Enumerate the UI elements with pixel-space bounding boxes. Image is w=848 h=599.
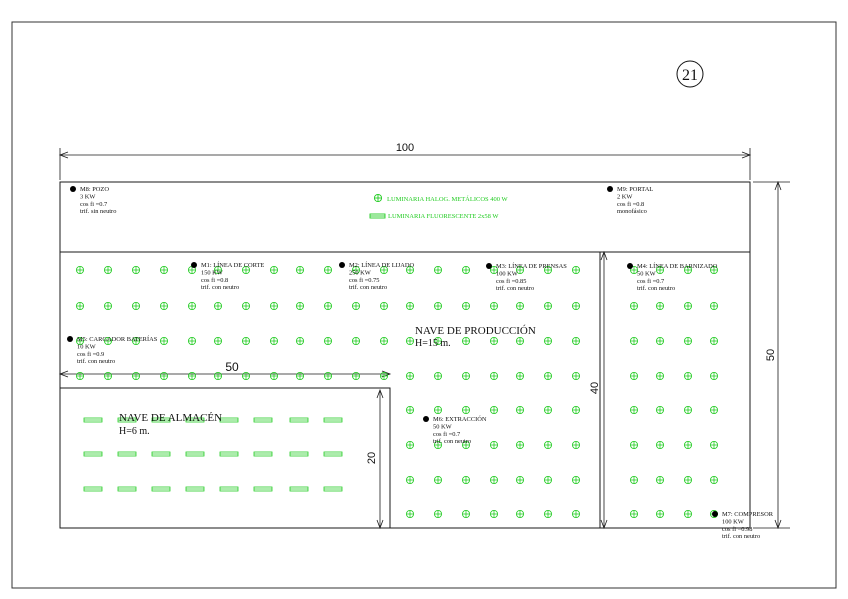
zone-produccion-height: H=15 m. xyxy=(415,338,451,349)
tube-lamp-icon xyxy=(324,487,342,491)
machine-dot-icon xyxy=(70,186,76,192)
dimension-labels xyxy=(225,142,777,464)
circle-plus-icon xyxy=(572,476,580,484)
circle-plus-icon xyxy=(242,337,250,345)
machine-type: trif. con neutro xyxy=(433,438,472,446)
circle-plus-icon xyxy=(490,302,498,310)
circle-plus-icon xyxy=(572,441,580,449)
circle-plus-icon xyxy=(76,302,84,310)
circle-plus-icon xyxy=(434,372,442,380)
circle-plus-icon xyxy=(352,302,360,310)
machine-type: trif. sin neutro xyxy=(80,208,117,216)
machine-type: monofásico xyxy=(617,208,647,216)
circle-plus-icon xyxy=(406,406,414,414)
circle-plus-icon xyxy=(710,441,718,449)
circle-plus-icon xyxy=(242,302,250,310)
sheet-number: 21 xyxy=(682,67,698,84)
machine-type: trif. con neutro xyxy=(349,284,388,292)
machine-name: M5: CARGADOR BATERÍAS xyxy=(77,336,158,343)
tube-lamp-icon xyxy=(186,452,204,456)
tube-lamp-icon xyxy=(118,487,136,491)
machine-dot-icon xyxy=(607,186,613,192)
circle-plus-icon xyxy=(296,266,304,274)
circle-plus-icon xyxy=(104,266,112,274)
circle-plus-icon xyxy=(160,337,168,345)
tube-lamp-icon xyxy=(254,452,272,456)
circle-plus-icon xyxy=(684,372,692,380)
machine-cos: cos fi =0.85 xyxy=(496,277,527,285)
machine-power: 100 KW xyxy=(496,270,518,278)
circle-plus-icon xyxy=(104,372,112,380)
dim-almacen-height: 20 xyxy=(366,451,378,465)
circle-plus-icon xyxy=(188,337,196,345)
machine-type: trif. con neutro xyxy=(77,358,116,366)
circle-plus-icon xyxy=(406,510,414,518)
circle-plus-icon xyxy=(296,372,304,380)
circle-plus-icon xyxy=(572,337,580,345)
machine-name: M9: PORTAL xyxy=(617,186,654,193)
machine-dot-icon xyxy=(423,416,429,422)
circle-plus-icon xyxy=(544,510,552,518)
circle-plus-icon xyxy=(630,441,638,449)
circle-plus-icon xyxy=(270,372,278,380)
tube-lamp-icon xyxy=(118,452,136,456)
circle-plus-icon xyxy=(462,510,470,518)
machine-cos: cos fi =0.7 xyxy=(433,430,461,438)
circle-plus-icon xyxy=(544,406,552,414)
dim-almacen-width: 50 xyxy=(225,360,239,374)
machine-label xyxy=(70,186,116,215)
circle-plus-icon xyxy=(684,302,692,310)
circle-plus-icon xyxy=(490,441,498,449)
circle-plus-icon xyxy=(516,337,524,345)
machine-type: trif. con neutro xyxy=(637,285,676,293)
circle-plus-icon xyxy=(434,406,442,414)
circle-plus-icon xyxy=(630,510,638,518)
tube-lamp-icon xyxy=(220,418,238,422)
tube-lamp-icon xyxy=(254,418,272,422)
circle-plus-icon xyxy=(656,441,664,449)
circle-plus-icon xyxy=(406,337,414,345)
tube-lamp-icon xyxy=(186,487,204,491)
machine-type: trif. con neutro xyxy=(722,533,761,541)
machine-cos: cos fi =0.9 xyxy=(77,350,105,358)
circle-plus-icon xyxy=(270,266,278,274)
circle-plus-icon xyxy=(684,441,692,449)
machine-name: M4: LÍNEA DE BARNIZADO xyxy=(637,263,718,270)
circle-plus-icon xyxy=(270,302,278,310)
circle-plus-icon xyxy=(406,476,414,484)
sheet-number-badge xyxy=(677,61,703,87)
machine-power: 100 KW xyxy=(722,518,744,526)
circle-plus-icon xyxy=(710,302,718,310)
circle-plus-icon xyxy=(630,476,638,484)
tube-lamp-icon xyxy=(84,418,102,422)
building-outline xyxy=(60,182,750,528)
circle-plus-icon xyxy=(544,302,552,310)
dim-total-height: 50 xyxy=(765,348,777,362)
circle-plus-icon xyxy=(656,337,664,345)
machine-cos: cos fi =0.8 xyxy=(201,276,229,284)
circle-plus-icon xyxy=(296,302,304,310)
circle-plus-icon xyxy=(462,302,470,310)
tube-lamp-icon xyxy=(220,487,238,491)
machine-label xyxy=(712,511,774,540)
circle-plus-icon xyxy=(324,266,332,274)
tube-lamp-icon xyxy=(152,452,170,456)
circle-plus-icon xyxy=(352,337,360,345)
machine-power: 50 KW xyxy=(637,270,656,278)
machine-dot-icon xyxy=(191,262,197,268)
circle-plus-icon xyxy=(516,372,524,380)
circle-plus-icon xyxy=(406,302,414,310)
machine-name: M1: LÍNEA DE CORTE xyxy=(201,262,265,269)
machine-cos: cos fi =0.7 xyxy=(637,277,665,285)
zone-produccion-name: NAVE DE PRODUCCIÓN xyxy=(415,325,536,337)
tube-lamp-icon xyxy=(324,418,342,422)
machine-name: M3: LÍNEA DE PRENSAS xyxy=(496,263,567,270)
machine-cos: cos fi =0.7 xyxy=(80,200,108,208)
dim-produccion-height: 40 xyxy=(589,381,601,395)
circle-plus-icon xyxy=(132,266,140,274)
machine-name: M7: COMPRESOR xyxy=(722,511,773,518)
circle-plus-icon xyxy=(710,372,718,380)
tube-lamp-icon xyxy=(290,487,308,491)
machine-dot-icon xyxy=(712,511,718,517)
circle-plus-icon xyxy=(656,372,664,380)
circle-plus-icon xyxy=(352,372,360,380)
circle-plus-icon xyxy=(710,476,718,484)
circle-plus-icon xyxy=(242,372,250,380)
circle-plus-icon xyxy=(380,337,388,345)
machine-type: trif. con neutro xyxy=(496,285,535,293)
circle-plus-icon xyxy=(684,337,692,345)
circle-plus-icon xyxy=(462,266,470,274)
circle-plus-icon xyxy=(76,266,84,274)
circle-plus-icon xyxy=(572,266,580,274)
circle-plus-icon xyxy=(572,372,580,380)
circle-plus-icon xyxy=(572,510,580,518)
legend xyxy=(370,194,509,220)
tube-lamp-icon xyxy=(220,452,238,456)
circle-plus-icon xyxy=(544,476,552,484)
circle-plus-icon xyxy=(490,372,498,380)
machine-name: M8: POZO xyxy=(80,186,109,193)
circle-plus-icon xyxy=(214,337,222,345)
halogen-lamp-grid xyxy=(76,266,718,518)
circle-plus-icon xyxy=(630,372,638,380)
machine-power: 3 KW xyxy=(80,193,96,201)
circle-plus-icon xyxy=(324,372,332,380)
circle-plus-icon xyxy=(544,372,552,380)
circle-plus-icon xyxy=(188,372,196,380)
machine-dot-icon xyxy=(339,262,345,268)
circle-plus-icon xyxy=(104,302,112,310)
machine-list xyxy=(67,186,774,540)
machine-label xyxy=(339,261,415,291)
tube-lamp-icon xyxy=(290,418,308,422)
circle-plus-icon xyxy=(630,337,638,345)
circle-plus-icon xyxy=(516,441,524,449)
tube-lamp-icon xyxy=(84,452,102,456)
circle-plus-icon xyxy=(462,406,470,414)
circle-plus-icon xyxy=(188,302,196,310)
circle-plus-icon xyxy=(516,302,524,310)
machine-cos: cos fi =0.98 xyxy=(722,525,753,533)
circle-plus-icon xyxy=(544,441,552,449)
zone-almacen-height: H=6 m. xyxy=(119,426,150,437)
circle-plus-icon xyxy=(630,406,638,414)
circle-plus-icon xyxy=(572,302,580,310)
circle-plus-icon xyxy=(324,302,332,310)
legend-fluorescent-label: LUMINARIA FLUORESCENTE 2x58 W xyxy=(388,213,499,220)
circle-plus-icon xyxy=(132,302,140,310)
circle-plus-icon xyxy=(516,406,524,414)
tube-lamp-icon xyxy=(84,487,102,491)
machine-dot-icon xyxy=(486,263,492,269)
circle-plus-icon xyxy=(656,406,664,414)
tube-lamp-icon xyxy=(290,452,308,456)
tube-lamp-icon xyxy=(370,214,385,218)
circle-plus-icon xyxy=(270,337,278,345)
circle-plus-icon xyxy=(516,510,524,518)
circle-plus-icon xyxy=(380,302,388,310)
circle-plus-icon xyxy=(710,337,718,345)
circle-plus-icon xyxy=(684,510,692,518)
machine-dot-icon xyxy=(627,263,633,269)
circle-plus-icon xyxy=(462,337,470,345)
circle-plus-icon xyxy=(76,372,84,380)
circle-plus-icon xyxy=(434,302,442,310)
circle-plus-icon xyxy=(296,337,304,345)
circle-plus-icon xyxy=(572,406,580,414)
circle-plus-icon xyxy=(324,337,332,345)
legend-halogen-label: LUMINARIA HALOG. METÁLICOS 400 W xyxy=(387,196,508,203)
machine-label xyxy=(67,335,158,365)
tube-lamp-icon xyxy=(324,452,342,456)
dim-total-width: 100 xyxy=(395,142,415,154)
machine-dot-icon xyxy=(67,336,73,342)
machine-label xyxy=(607,186,653,215)
circle-plus-icon xyxy=(490,510,498,518)
circle-plus-icon xyxy=(434,510,442,518)
machine-power: 150 KW xyxy=(201,269,223,277)
machine-cos: cos fi =0.8 xyxy=(617,200,645,208)
circle-plus-icon xyxy=(214,302,222,310)
machine-type: trif. con neutro xyxy=(201,284,240,292)
circle-plus-icon xyxy=(490,406,498,414)
circle-plus-icon xyxy=(160,302,168,310)
circle-plus-icon xyxy=(214,372,222,380)
circle-plus-icon xyxy=(434,266,442,274)
circle-plus-icon xyxy=(160,266,168,274)
circle-plus-icon xyxy=(374,194,382,202)
machine-name: M2: LÍNEA DE LIJADO xyxy=(349,262,415,269)
machine-power: 50 KW xyxy=(433,423,452,431)
circle-plus-icon xyxy=(406,372,414,380)
circle-plus-icon xyxy=(516,476,524,484)
machine-label xyxy=(627,262,718,292)
circle-plus-icon xyxy=(710,406,718,414)
circle-plus-icon xyxy=(684,476,692,484)
circle-plus-icon xyxy=(160,372,168,380)
circle-plus-icon xyxy=(684,406,692,414)
machine-power: 250 KW xyxy=(349,269,371,277)
circle-plus-icon xyxy=(490,337,498,345)
circle-plus-icon xyxy=(490,476,498,484)
machine-power: 2 KW xyxy=(617,193,633,201)
circle-plus-icon xyxy=(406,441,414,449)
circle-plus-icon xyxy=(544,337,552,345)
circle-plus-icon xyxy=(462,372,470,380)
circle-plus-icon xyxy=(434,476,442,484)
circle-plus-icon xyxy=(132,372,140,380)
machine-name: M6: EXTRACCIÓN xyxy=(433,416,487,423)
machine-label xyxy=(191,261,264,291)
circle-plus-icon xyxy=(462,476,470,484)
circle-plus-icon xyxy=(656,476,664,484)
machine-power: 10 KW xyxy=(77,343,96,351)
tube-lamp-icon xyxy=(152,487,170,491)
machine-cos: cos fi =0.75 xyxy=(349,276,380,284)
circle-plus-icon xyxy=(630,302,638,310)
circle-plus-icon xyxy=(656,302,664,310)
zone-almacen-name: NAVE DE ALMACÉN xyxy=(119,412,223,424)
tube-lamp-icon xyxy=(254,487,272,491)
circle-plus-icon xyxy=(656,510,664,518)
circle-plus-icon xyxy=(380,372,388,380)
machine-label xyxy=(486,262,567,292)
machine-label xyxy=(423,415,487,445)
